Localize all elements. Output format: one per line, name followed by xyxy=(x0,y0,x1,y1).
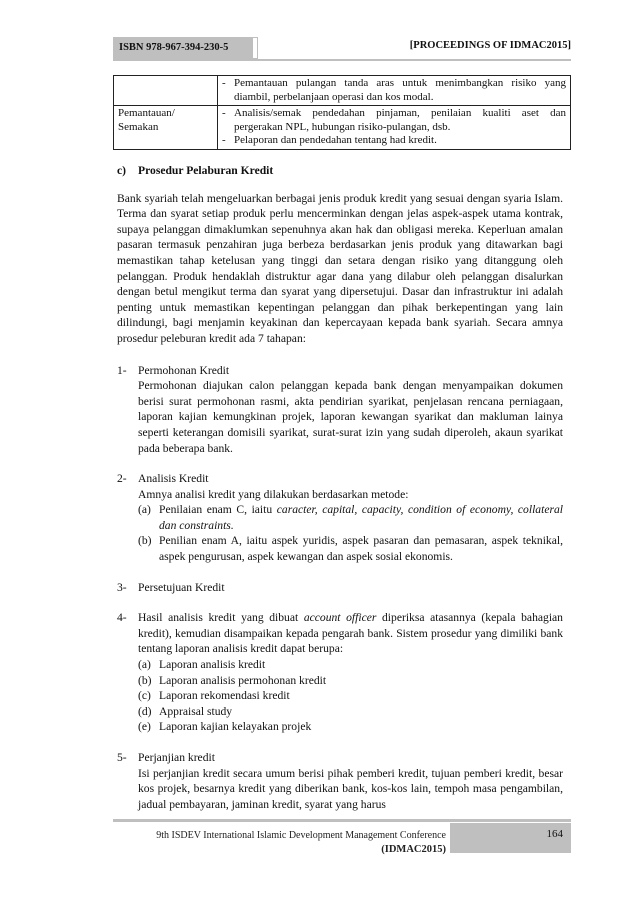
sub-item xyxy=(138,502,563,533)
footer-conference xyxy=(120,829,446,857)
sub-item-italic: caracter, capital, capacity, condition of economy, collateral dan constraints. xyxy=(159,503,563,532)
row-label-line-1: Pemantauan/ xyxy=(118,107,175,119)
step-body xyxy=(138,610,563,657)
sub-item xyxy=(138,719,563,735)
sub-item-label: (b) xyxy=(138,534,152,548)
sub-item-text: Appraisal study xyxy=(159,704,233,718)
step-body: Permohonan diajukan calon pelanggan kepada bank dengan menyampaikan dokumen berisi surat permohonan rasmi, akta pendirian syarikat, penjelasan rencana perniagaan, laporan kajian kemungkinan projek, laporan kewangan syarikat dan makluman lainya seperti keterangan domisili syarikat, surat-surat izin yang sudah diperoleh, akaun syarikat pada beberapa bank. xyxy=(138,379,563,455)
sub-item-label: (e) xyxy=(138,720,151,734)
table-cell xyxy=(218,106,571,150)
sub-item-label: (a) xyxy=(138,503,151,517)
footer-rule xyxy=(113,819,571,822)
sub-item xyxy=(138,673,563,689)
section-label: c) xyxy=(117,164,127,177)
proceedings-title: [PROCEEDINGS OF IDMAC2015] xyxy=(409,40,571,51)
list-item: - Pemantauan pulangan tanda aras untuk menimbangkan risiko yang diambil, perbelanjaan operasi dan kos modal. xyxy=(222,77,566,103)
conference-short: (IDMAC2015) xyxy=(381,844,446,855)
sub-item-text: Laporan analisis permohonan kredit xyxy=(159,673,327,687)
sub-item-text: Laporan analisis kredit xyxy=(159,658,266,672)
step-3 xyxy=(117,580,563,596)
step-number: 3- xyxy=(117,580,127,594)
step-2 xyxy=(117,471,563,565)
table-item-text: Pelaporan dan pendedahan tentang had kredit. xyxy=(234,134,437,146)
step-text: diperiksa atasannya (kepala bahagian kredit), kemudian disampaikan kepada pengarah bank. Sistem prosedur yang dimiliki bank tentang laporan analisis kredit dapat berupa: xyxy=(138,611,563,656)
sub-item-text: Penilian enam A, iaitu aspek yuridis, aspek pasaran dan pemasaran, aspek teknikal, aspek pengurusan, aspek kewangan dan aspek sosial ekonomis. xyxy=(159,534,563,564)
isbn-label: ISBN 978-967-394-230-5 xyxy=(113,37,253,59)
list-item: - Pelaporan dan pendedahan tentang had kredit. xyxy=(222,134,566,148)
list-item: - Analisis/semak pendedahan pinjaman, penilaian kualiti aset dan pergerakan NPL, hubungan risiko-pulangan, dsb. xyxy=(222,107,566,133)
step-number: 2- xyxy=(117,472,127,486)
sub-item-label: (b) xyxy=(138,673,152,687)
page-number: 164 xyxy=(450,823,571,853)
main-content xyxy=(117,163,563,827)
sub-item-text: Penilaian enam C, iaitu xyxy=(159,503,277,517)
table-row xyxy=(114,106,571,150)
sub-item-text: Laporan rekomendasi kredit xyxy=(159,689,290,703)
step-body: Isi perjanjian kredit secara umum berisi pihak pemberi kredit, tujuan pemberi kredit, besar kos projek, besarnya kredit yang diberikan bank, kos-kos lain, tempoh masa pengambilan, jadual pembayaran, jaminan kredit, syarat yang harus xyxy=(138,766,563,811)
step-4 xyxy=(117,610,563,735)
conference-name: 9th ISDEV International Islamic Development Management Conference xyxy=(156,830,446,841)
table-item-text: Pemantauan pulangan tanda aras untuk menimbangkan risiko yang diambil, perbelanjaan operasi dan kos modal. xyxy=(234,77,566,103)
section-heading xyxy=(117,163,563,179)
sub-item-label: (a) xyxy=(138,658,151,672)
step-title: Permohonan Kredit xyxy=(138,363,230,377)
step-5 xyxy=(117,750,563,812)
table-row xyxy=(114,76,571,106)
step-title: Analisis Kredit xyxy=(138,472,209,486)
sub-item-label: (c) xyxy=(138,689,151,703)
table-item-text: Analisis/semak pendedahan pinjaman, penilaian kualiti aset dan pergerakan NPL, hubungan risiko-pulangan, dsb. xyxy=(234,107,566,133)
header-rule xyxy=(113,59,571,61)
step-number: 1- xyxy=(117,363,127,377)
table-row-label xyxy=(114,106,218,150)
sub-item-text: Laporan kajian kelayakan projek xyxy=(159,720,312,734)
table-cell xyxy=(218,76,571,106)
step-title: Persetujuan Kredit xyxy=(138,580,225,594)
intro-paragraph: Bank syariah telah mengeluarkan berbagai jenis produk kredit yang sesuai dengan syaria Islam. Terma dan syarat setiap produk perlu mencerminkan dengan jelas aspek-aspek utama kontrak, supaya pelanggan dimaklumkan sepenuhnya akan hak dan obligasi mereka. Keperluan amalan pasaran termasuk penzahiran juga berbeza berdasarkan jenis produk yang ditawarkan bagi memastikan tahap ketelusan yang tinggi dan setara dengan risiko yang ditanggung oleh pelanggan. Produk hendaklah distruktur agar dana yang dilabur oleh pelanggan disalurkan dengan betul mengikut terma dan syarat yang dipersetujui. Dasar dan infrastruktur ini adalah penting untuk memastikan kepentingan pelanggan dan pihak berkepentingan yang lain dilindungi, bagi menjamin keyakinan dan kepercayaan kepada bank syariah. Secara amnya prosedur peleburan kredit ada 7 tahapan: xyxy=(117,191,563,345)
step-text: Hasil analisis kredit yang dibuat xyxy=(138,611,304,625)
step-title: Perjanjian kredit xyxy=(138,751,215,764)
step-number: 5- xyxy=(117,751,127,764)
sub-item xyxy=(138,704,563,720)
step-1 xyxy=(117,363,563,457)
header-box-decoration xyxy=(253,37,258,59)
row-label-line-2: Semakan xyxy=(118,120,159,133)
sub-item xyxy=(138,533,563,564)
step-italic: account officer xyxy=(303,611,377,625)
monitoring-table xyxy=(113,75,571,150)
sub-item xyxy=(138,688,563,704)
step-body: Amnya analisi kredit yang dilakukan berdasarkan metode: xyxy=(138,487,409,501)
table-cell-empty xyxy=(114,76,218,106)
sub-item-label: (d) xyxy=(138,704,152,718)
section-title: Prosedur Pelaburan Kredit xyxy=(138,164,274,177)
step-number: 4- xyxy=(117,611,127,625)
sub-item xyxy=(138,657,563,673)
